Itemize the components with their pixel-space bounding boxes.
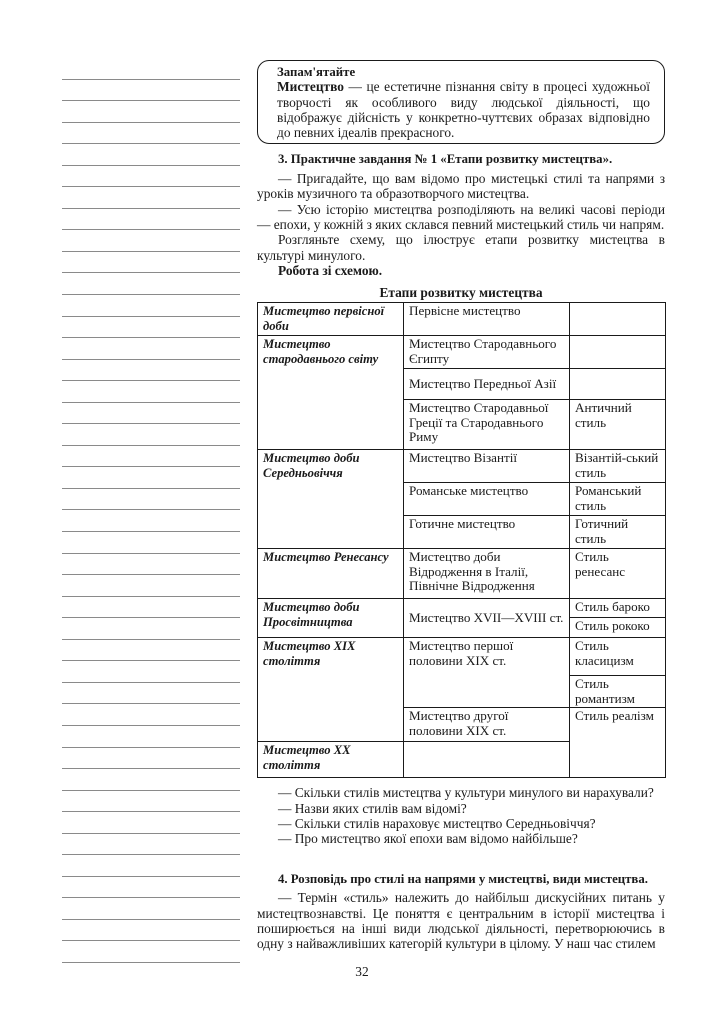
scheme-title: Етапи розвитку мистецтва [379,284,543,300]
note-line [62,338,240,360]
period-cell: Романське мистецтво [404,483,570,516]
note-line [62,726,240,748]
art-stages-table [257,302,666,778]
question-item: — Про мистецтво якої епохи вам відомо найбільше? [278,831,578,847]
period-cell: Мистецтво Візантії [404,450,570,483]
style-cell-empty [570,336,666,369]
era-cell: Мистецтво Ренесансу [258,549,404,599]
style-cell: Стиль рококо [570,618,666,638]
page-number: 32 [355,964,369,979]
style-cell: Стиль бароко [570,599,666,618]
note-line [62,941,240,963]
note-line [62,467,240,489]
period-cell: Мистецтво Передньої Азії [404,369,570,400]
note-line [62,381,240,403]
era-cell: Мистецтво XX століття [258,742,404,778]
table-row [258,638,666,676]
style-cell: Готичний стиль [570,516,666,549]
period-cell: Мистецтво першої половини XIX ст. [404,638,570,708]
remember-title: Запам'ятайте [277,65,356,79]
note-line [62,273,240,295]
task3-heading: 3. Практичне завдання № 1 «Етапи розвитку мистецтва». [278,152,613,167]
period-cell: Первісне мистецтво [404,303,570,336]
task3-paragraph: — Усю історію мистецтва розподіляють на великі часові періоди — епохи, у кожній з яких склався певний мистецький стиль чи напрям. [257,201,665,233]
note-line [62,123,240,145]
style-cell: Візантій-ський стиль [570,450,666,483]
note-line [62,834,240,856]
table-row [258,303,666,336]
style-cell-empty [570,369,666,400]
note-line [62,295,240,317]
definition-body: — це естетичне пізнання світу в процесі художньої творчості як особливого виду людської діяльності, що відображує дійсність у конкретно-чуттєвих образах відповідно до певних ідеалів прекрасного. [277,79,650,141]
remember-box [257,60,665,144]
note-line [62,877,240,899]
note-line [62,920,240,942]
table-row [258,450,666,483]
questions-list [257,785,665,847]
note-line [62,403,240,425]
note-line [62,58,240,80]
style-cell-empty [570,303,666,336]
note-line [62,209,240,231]
main-column [257,60,665,952]
note-line [62,683,240,705]
style-cell: Стиль романтизм [570,676,666,708]
note-line [62,317,240,339]
note-line [62,424,240,446]
style-cell: Стиль реалізм [570,708,666,778]
question-item: — Скільки стилів мистецтва у культури минулого ви нарахували? [278,785,654,801]
note-line [62,575,240,597]
note-line [62,554,240,576]
period-cell: Мистецтво XVII—XVIII ст. [404,599,570,638]
note-line [62,769,240,791]
note-line [62,812,240,834]
style-cell: Стиль класицизм [570,638,666,676]
margin-note-lines [62,58,240,963]
note-line [62,855,240,877]
work-with-scheme-label: Робота зі схемою. [278,263,383,279]
note-line [62,640,240,662]
note-line [62,791,240,813]
note-line [62,80,240,102]
table-row [258,336,666,369]
note-line [62,898,240,920]
question-item: — Назви яких стилів вам відомі? [278,800,467,816]
era-cell: Мистецтво стародавнього світу [258,336,404,450]
task4-paragraph: — Термін «стиль» належить до найбільш дискусійних питань у мистецтвознавстві. Це поняття є центральним в історії мистецтва і поширюється на інші види людської діяльності, перетворюючись в одну з найважливіших категорій культури в цілому. У наш час стилем [257,890,665,952]
note-line [62,360,240,382]
note-line [62,704,240,726]
note-line [62,661,240,683]
period-cell: Мистецтво Стародавньої Греції та Стародавнього Риму [404,400,570,450]
note-line [62,230,240,252]
note-line [62,532,240,554]
table-row [258,599,666,618]
period-cell: Мистецтво доби Відродження в Італії, Північне Відродження [404,549,570,599]
note-line [62,597,240,619]
era-cell: Мистецтво XIX століття [258,638,404,742]
note-line [62,101,240,123]
question-item: — Скільки стилів нараховує мистецтво Середньовіччя? [278,816,596,832]
style-cell: Романський стиль [570,483,666,516]
style-cell: Стиль ренесанс [570,549,666,599]
period-cell-empty [404,742,570,778]
note-line [62,446,240,468]
period-cell: Готичне мистецтво [404,516,570,549]
note-line [62,166,240,188]
note-line [62,748,240,770]
task3-paragraph: Розгляньте схему, що ілюструє етапи розвитку мистецтва в культурі минулого. [257,232,665,263]
table-row [258,549,666,599]
note-line [62,252,240,274]
period-cell: Мистецтво другої половини XIX ст. [404,708,570,742]
era-cell: Мистецтво доби Просвітництва [258,599,404,638]
note-line [62,187,240,209]
note-line [62,144,240,166]
definition-text [277,79,650,140]
task3-paragraph: — Пригадайте, що вам відомо про мистецькі стилі та напрями з уроків музичного та образотворчого мистецтва. [257,170,665,202]
note-line [62,510,240,532]
period-cell: Мистецтво Стародавнього Єгипту [404,336,570,369]
definition-term: Мистецтво [277,79,344,95]
task4-heading: 4. Розповідь про стилі на напрями у мистецтві, види мистецтва. [278,871,648,886]
note-line [62,489,240,511]
note-line [62,618,240,640]
style-cell: Античний стиль [570,400,666,450]
era-cell: Мистецтво первісної доби [258,303,404,336]
era-cell: Мистецтво доби Середньовіччя [258,450,404,549]
